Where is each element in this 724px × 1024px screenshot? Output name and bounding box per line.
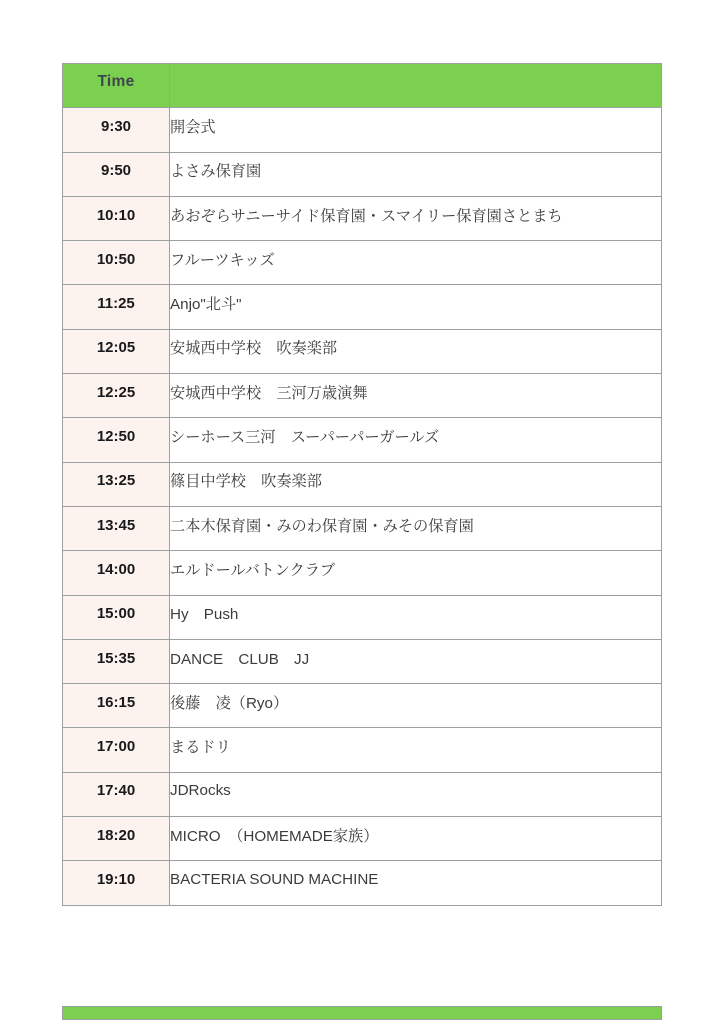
- event-cell: あおぞらサニーサイド保育園・スマイリー保育園さとまち: [170, 196, 662, 240]
- table-row: [63, 241, 662, 285]
- event-column-header: [170, 64, 662, 108]
- table-row: [63, 329, 662, 373]
- event-cell: 開会式: [170, 108, 662, 152]
- table-row: [63, 772, 662, 816]
- schedule-table-body: [63, 108, 662, 905]
- event-cell: 二本木保育園・みのわ保育園・みその保育園: [170, 506, 662, 550]
- table-row: [63, 861, 662, 905]
- event-cell: BACTERIA SOUND MACHINE: [170, 861, 662, 905]
- schedule-table: [62, 63, 662, 906]
- time-cell: 9:50: [63, 152, 170, 196]
- table-row: [63, 684, 662, 728]
- table-row: [63, 551, 662, 595]
- time-cell: 10:10: [63, 196, 170, 240]
- table-row: [63, 196, 662, 240]
- event-cell: フルーツキッズ: [170, 241, 662, 285]
- time-cell: 17:00: [63, 728, 170, 772]
- time-cell: 15:35: [63, 639, 170, 683]
- next-table-header-peek: [62, 1006, 662, 1020]
- table-row: [63, 817, 662, 861]
- time-cell: 18:20: [63, 817, 170, 861]
- time-cell: 17:40: [63, 772, 170, 816]
- time-cell: 12:05: [63, 329, 170, 373]
- event-cell: 安城西中学校 吹奏楽部: [170, 329, 662, 373]
- table-row: [63, 108, 662, 152]
- time-cell: 15:00: [63, 595, 170, 639]
- event-cell: DANCE CLUB JJ: [170, 639, 662, 683]
- time-cell: 13:45: [63, 506, 170, 550]
- table-row: [63, 418, 662, 462]
- time-cell: 10:50: [63, 241, 170, 285]
- table-row: [63, 595, 662, 639]
- time-cell: 11:25: [63, 285, 170, 329]
- table-row: [63, 506, 662, 550]
- event-cell: Hy Push: [170, 595, 662, 639]
- table-header-row: [63, 64, 662, 108]
- event-cell: 篠目中学校 吹奏楽部: [170, 462, 662, 506]
- event-cell: 後藤 凌（Ryo）: [170, 684, 662, 728]
- time-column-header: Time: [63, 64, 170, 108]
- table-row: [63, 728, 662, 772]
- time-cell: 9:30: [63, 108, 170, 152]
- event-cell: JDRocks: [170, 772, 662, 816]
- table-row: [63, 462, 662, 506]
- event-cell: Anjo"北斗": [170, 285, 662, 329]
- event-cell: よさみ保育園: [170, 152, 662, 196]
- time-cell: 16:15: [63, 684, 170, 728]
- event-cell: エルドールバトンクラブ: [170, 551, 662, 595]
- event-cell: まるドリ: [170, 728, 662, 772]
- time-cell: 14:00: [63, 551, 170, 595]
- time-cell: 12:50: [63, 418, 170, 462]
- table-row: [63, 285, 662, 329]
- event-cell: 安城西中学校 三河万歳演舞: [170, 374, 662, 418]
- time-cell: 19:10: [63, 861, 170, 905]
- table-row: [63, 374, 662, 418]
- event-cell: シーホース三河 スーパーパーガールズ: [170, 418, 662, 462]
- table-row: [63, 152, 662, 196]
- table-row: [63, 639, 662, 683]
- event-cell: MICRO （HOMEMADE家族）: [170, 817, 662, 861]
- time-cell: 12:25: [63, 374, 170, 418]
- time-cell: 13:25: [63, 462, 170, 506]
